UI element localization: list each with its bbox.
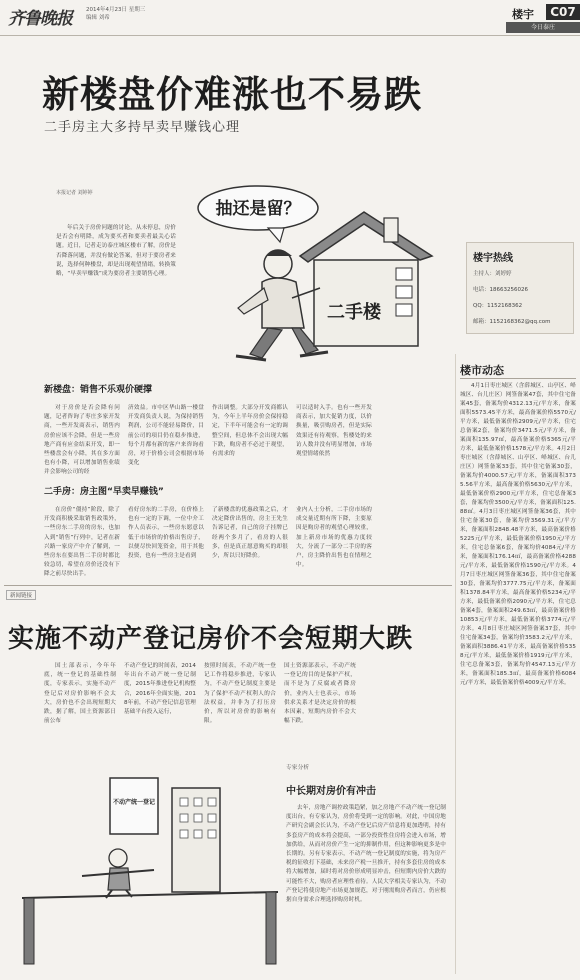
hotline-host: 主持人：刘婷婷 [473,271,512,277]
page-number: C07 [546,4,580,20]
news-link-label: 新闻链接 [6,590,36,600]
lead-paragraph: 年后关于房价问题的讨论，从未停息，房价是否会有明降，成为要买者和要卖者最关心话题。近日，记者走访泰庄城区楼市了解，房价是否降落问题，并没有做论答案，但对于要房者来说，选择何种楼盘，却是出现观望情绪，转换策略，“早卖早赚钱”成为要房者主要销售心理。 [56,225,176,278]
market-news-text: 4月1日枣庄城区（含薛城区、山亭区、峄城区、台儿庄区）网签备案47套，其中住宅备案45套，备案均价4312.13元/平方米，备案面积5573.45平方米，最高备案价格5570元/平方米，最低备案价格2909元/平方米，住宅总备案2套，备案均价3471.5元/平方米，备案面积135.97㎡，最高备案价格5365元/平方米，最低备案价格1578元/平方米。4月2日枣庄城区（含薛城区、山亭区、峄城区、台儿庄区）网签备案33套，其中住宅备案30套，备案均价4000.57元/平方米，备案面积3735.56平方米，最高备案价格5630元/平方米，最低备案价格2900元/平方米，住宅总备案3套，备案均价3500元/平方米，备案面积125.88㎡。4月3日枣庄城区网签备案36套，其中住宅备案30套，备案均价3569.31元/平方米，备案面积2848.48平方米，最高备案价格5225元/平方米，最低备案价格1950元/平方米，住宅总备案6套，备案均价4084元/平方米，备案面积176.14㎡，最高备案价格4288元/平方米，最低备案价格1590元/平方米。4月7日枣庄城区网签备案36套，其中住宅备案30套，备案均价3777.75元/平方米，备案面积1378.84平方米，最高备案价格5234元/平方米，最低备案价格2090元/平方米，住宅总备案4套，备案面积249.63㎡，最高备案价格10853元/平方米，最低备案价格3774元/平方米。4月8日枣庄城区网签备案37套，其中住宅备案34套，备案均价3583.2元/平方米，备案面积3886.41平方米，最高备案价格5358元/平方米，最低备案价格1919元/平方米，住宅总备案3套，备案均价4547.13元/平方米，备案面积185.3㎡，最高备案价格6084元/平方米，最低备案价格4009元/平方米。 [460,383,576,686]
issue-date: 2014年4月23日 星期三 [86,7,146,13]
registration-col: 国土资源部表示，不动产统一登记的目的是保护产权，而不是为了反腐或者降房价，业内人士也表示，市场供求关系才是决定房价的根本因素，短期内房价不会大幅下跌。 [284,663,356,725]
hotline-title: 楼宇热线 [473,253,513,264]
registration-col: 国土部表示，今年年底，统一登记的基础性制度，专家表示，实施不动产登记后对房价影响不会太大，房价也不会出现短期大跌，据了解，国土资源部日前公布 [44,663,116,725]
secondary-headline: 实施不动产登记房价不会短期大跌 [8,624,414,654]
page-subheadline: 二手房主大多持早卖早赚钱心理 [44,120,241,135]
sign-text: 不动产统一登记 [112,799,156,806]
expert-analysis-text: 去年，房地产调控政策趋紧，加之房地产不动产统一登记制度出台，有专家认为，房价将受到一定的影响。对此，中国房地产研究会副会长认为，不动产登记后房产信息将更加透明，持有多套房产的成本将会提高，一部分投资性住房将会进入市场，增加供给，从而对房价产生一定的抑制作用，但这种影响更多是中长期的。另有专家表示，不动产统一登记制度的实施，将为房产税的征收打下基础，未来房产税一旦推开，持有多套住房的成本将大幅增加，届时将对房价形成明显冲击，但短期内房价大跌的可能性不大，购房者应理性看待。人民大学相关专家认为，不动产登记将使房地产市场更加规范，对于刚需购房者而言，仍应根据自身需求合理选择购房时机。 [286,805,446,904]
tightrope [22,892,278,898]
expert-analysis-tag: 专家分析 [286,765,310,771]
section-resale-col: 看好房东的二手房，在价格上也有一定的下调，一位中介工作人员表示，一些房东愿意以低于市场价的价格出售房子，以便尽快回笼资金，用于其他投资，也有一些房主是看到 [128,507,204,560]
registration-sign [110,778,158,834]
hotline-email[interactable]: 邮箱：1152168362@qq.com [473,319,551,325]
section-new-homes-col: 作出调整。大部分开发商都认为，今年上半年房价会保持稳定，下半年可能会有一定的调整空间，但总体不会出现大幅下跌，购房者不必过于观望，有需求的 [212,405,288,458]
cartoon-tightrope [22,748,278,968]
section-new-homes-col: 济效益。市中区华山路一楼盘开发商负责人说，为保持销售利润，公司不能轻易降价，目前公司的项目仍在稳步推进，每个月都有新的客户来咨询看房，对于价格公司会根据市场变化 [128,405,204,467]
hotline-phone[interactable]: 电话：18663256026 [473,287,528,293]
newspaper-logo: 齐鲁晚报 [8,9,72,29]
section-resale-col: 了新楼盘的优惠政策之后，才决定降价出售的，房主王先生告诉记者，自己的房子挂牌已经两个多月了，看房的人很多，但是真正愿意购买的却很少，所以只好降价。 [212,507,288,560]
section-tag: 楼宇 [512,8,534,21]
hotline-qq: QQ：1152168362 [473,303,523,309]
section-new-homes-col: 对于房价是否会降有问题，记者咨询了枣庄多家开发商，一些开发商表示，销售内房价应该不会降，但是一些房地产商有应金结束开发，即一些楼盘会有小降，其在多方面也有小降，可以增加销售业绩并会影响公司的经 [44,405,120,476]
registration-col: 按照时间表，不动产统一登记工作将稳步推进，专家认为，不动产登记制度主要是为了保护不动产权利人的合法权益，并非为了打压房价，所以对房价的影响有限。 [204,663,276,725]
section-resale-head: 二手房：房主图“早卖早赚钱” [44,487,164,497]
market-news-title: 楼市动态 [460,364,504,377]
issue-info [86,6,145,22]
page-headline: 新楼盘价难涨也不易跌 [42,72,422,116]
issue-editor: 编辑 刘希 [86,15,110,21]
section-resale-col: 业内人士分析，二手房市场的成交量近期有所下降，主要原因是购房者的观望心理较重，加上新房市场的优惠力度较大，分流了一部分二手房的客户，房主降价出售也在情理之中。 [296,507,372,569]
expert-analysis-head: 中长期对房价有冲击 [286,786,376,797]
section-resale-col: 在房价“僵持”阶段，除了开发商积极采取销售政策外，一些房东二手房的房东，也加入到“销售”行列中，记者在新兴路一家房产中介了解到，一些房东在要出售二手房时都比较急切，希望在房价还没有下降之前尽快出手。 [44,507,120,578]
today-tag: 今日泰庄 [506,22,580,33]
section-new-homes-head: 新楼盘：销售不乐观价硬撑 [44,385,153,395]
house-roof [300,212,432,262]
section-divider [4,585,452,586]
masthead [0,0,580,36]
house-label: 二手楼 [327,302,381,323]
registration-col: 不动产登记的时间表，2014年出台不动产统一登记制度，2015年推进登记机构整合，2016年全面实施，2018年前，不动产登记信息管理基础平台投入运行， [124,663,196,716]
cartoon-illustration [196,178,452,368]
bubble-text: 抽还是留？ [215,199,301,219]
hotline-box [466,242,574,334]
section-new-homes-col: 可以适时入手。也有一些开发商表示，加大促销力度，以价换量，吸引购房者，但是实际效果还有待观察，售楼处的来访人数并没有明显增加，市场观望情绪依然 [296,405,372,458]
byline: 本报记者 刘婷婷 [56,190,93,196]
